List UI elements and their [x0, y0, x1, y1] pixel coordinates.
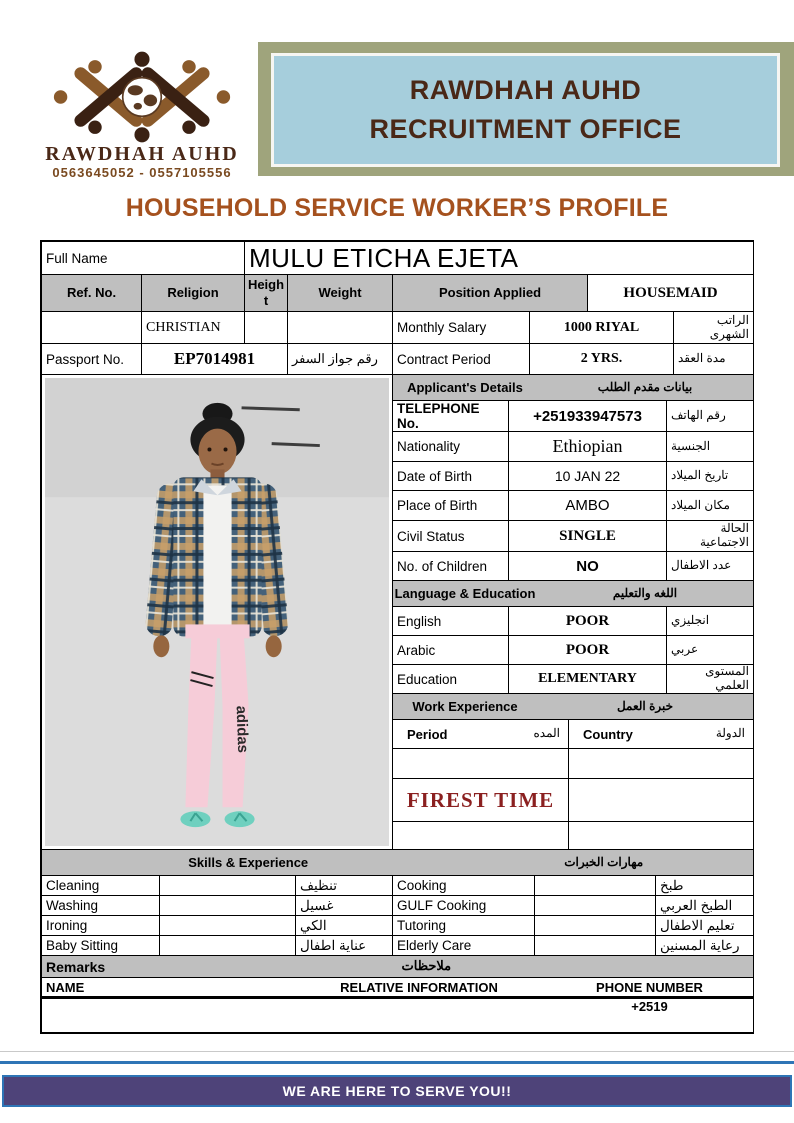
- work-experience-row-entry: [393, 779, 753, 822]
- header-row: [42, 275, 753, 312]
- country-cell-empty: [569, 779, 753, 821]
- washing-label-ar: غسيل: [296, 896, 393, 916]
- remarks-label-ar: ملاحظات: [398, 956, 754, 978]
- gulf-cooking-value: [535, 896, 656, 916]
- full-name-row: [42, 242, 753, 275]
- education-value: ELEMENTARY: [509, 665, 667, 693]
- footer-blue-line: [0, 1061, 794, 1064]
- tutoring-value: [535, 916, 656, 936]
- civil-status-label: Civil Status: [393, 521, 509, 551]
- baby-sitting-value: [160, 936, 296, 956]
- height-value: [245, 312, 288, 344]
- telephone-label: TELEPHONE No.: [393, 401, 509, 431]
- detail-row-children: [393, 552, 753, 581]
- logo-title: RAWDHAH AUHD: [45, 143, 239, 165]
- civil-status-value: SINGLE: [509, 521, 667, 551]
- period-cell-empty: [393, 749, 569, 778]
- cooking-label-ar: طبخ: [656, 876, 753, 896]
- tutoring-label-ar: تعليم الاطفال: [656, 916, 753, 936]
- work-experience-row-empty-2: [393, 822, 753, 849]
- ironing-value: [160, 916, 296, 936]
- work-experience-header-ar: خبرة العمل: [616, 698, 674, 713]
- baby-sitting-label: Baby Sitting: [42, 936, 160, 956]
- applicant-photo-image: [45, 378, 389, 846]
- contract-period-value: 2 YRS.: [530, 344, 674, 375]
- elderly-care-label-ar: رعاية المسنين: [656, 936, 753, 956]
- gulf-cooking-label: GULF Cooking: [393, 896, 535, 916]
- work-experience-header-en: Work Experience: [412, 699, 518, 714]
- relative-name-label: NAME: [42, 978, 292, 998]
- place-of-birth-label-ar: مكان الميلاد: [671, 497, 730, 512]
- relative-information-value: [292, 999, 546, 1032]
- language-education-header-en: Language & Education: [394, 586, 536, 601]
- contract-period-label-ar: مدة العقد: [674, 344, 753, 375]
- baby-sitting-label-ar: عناية اطفال: [296, 936, 393, 956]
- tutoring-label: Tutoring: [393, 916, 535, 936]
- nationality-label: Nationality: [393, 432, 509, 461]
- pants-brand-text: adidas: [232, 705, 252, 754]
- agency-logo: [28, 50, 256, 198]
- cooking-label: Cooking: [393, 876, 535, 896]
- footer-message: WE ARE HERE TO SERVE YOU!!: [282, 1083, 512, 1099]
- position-applied-value: HOUSEMAID: [588, 275, 753, 312]
- detail-row-arabic: [393, 636, 753, 665]
- religion-salary-row: [42, 312, 753, 344]
- remarks-label-en: Remarks: [42, 956, 398, 978]
- religion-value: CHRISTIAN: [142, 312, 245, 344]
- office-name-line1: RAWDHAH AUHD: [409, 74, 642, 105]
- weight-label: Weight: [288, 275, 393, 312]
- contract-period-label: Contract Period: [393, 344, 530, 375]
- weight-value: [288, 312, 393, 344]
- religion-label: Religion: [142, 275, 245, 312]
- skills-row-cleaning-cooking: [42, 876, 753, 896]
- children-label-ar: عدد الاطفال: [671, 558, 732, 573]
- nationality-value: Ethiopian: [509, 432, 667, 461]
- detail-row-education: [393, 665, 753, 694]
- photo-details-row: [42, 375, 753, 850]
- agency-logo-graphic: [32, 50, 252, 144]
- date-of-birth-label: Date of Birth: [393, 462, 509, 490]
- detail-row-civil-status: [393, 521, 753, 552]
- office-name-box: [271, 53, 780, 167]
- arabic-value: POOR: [509, 636, 667, 664]
- monthly-salary-value: 1000 RIYAL: [530, 312, 674, 344]
- nationality-label-ar: الجنسية: [671, 438, 711, 453]
- english-label: English: [393, 607, 509, 635]
- detail-row-telephone: [393, 401, 753, 432]
- work-experience-columns: [393, 720, 753, 749]
- applicant-details-panel: [393, 375, 753, 850]
- detail-row-date-of-birth: [393, 462, 753, 491]
- page-title: HOUSEHOLD SERVICE WORKER’S PROFILE: [125, 194, 669, 222]
- monthly-salary-label: Monthly Salary: [393, 312, 530, 344]
- period-label-ar: المده: [533, 726, 560, 741]
- work-experience-row-empty-1: [393, 749, 753, 779]
- position-applied-label: Position Applied: [393, 275, 588, 312]
- detail-row-nationality: [393, 432, 753, 462]
- arabic-label: Arabic: [393, 636, 509, 664]
- applicant-details-header-ar: بيانات مقدم الطلب: [597, 379, 693, 394]
- period-cell-empty: [393, 822, 569, 849]
- height-label: Heigh t: [245, 275, 288, 312]
- applicant-details-header: [393, 375, 753, 401]
- applicant-photo: [42, 375, 393, 850]
- applicant-details-header-en: Applicant's Details: [407, 380, 523, 395]
- passport-no-label-ar: رقم جواز السفر: [288, 344, 393, 375]
- children-value: NO: [509, 552, 667, 580]
- arabic-label-ar: عربي: [671, 642, 699, 657]
- country-label-ar: الدولة: [715, 726, 745, 741]
- skills-row-ironing-tutoring: [42, 916, 753, 936]
- elderly-care-value: [535, 936, 656, 956]
- washing-value: [160, 896, 296, 916]
- cleaning-label: Cleaning: [42, 876, 160, 896]
- education-label: Education: [393, 665, 509, 693]
- profile-form: [40, 240, 754, 1034]
- cleaning-label-ar: تنظيف: [296, 876, 393, 896]
- country-label: Country: [583, 726, 633, 742]
- logo-phone-numbers: 0563645052 - 0557105556: [52, 165, 232, 180]
- passport-no-value: EP7014981: [142, 344, 288, 375]
- relative-phone-value: +2519: [631, 999, 668, 1014]
- english-label-ar: انجليزي: [671, 613, 710, 628]
- relative-information-label: RELATIVE INFORMATION: [292, 978, 546, 998]
- full-name-value: MULU ETICHA EJETA: [245, 242, 753, 275]
- office-name-line2: RECRUITMENT OFFICE: [369, 114, 682, 144]
- skills-header-ar: مهارات الخبرات: [454, 850, 753, 876]
- place-of-birth-value: AMBO: [509, 491, 667, 520]
- remarks-header: [42, 956, 753, 978]
- header-band: [258, 42, 794, 176]
- ref-no-value: [42, 312, 142, 344]
- period-label: Period: [407, 726, 448, 742]
- detail-row-place-of-birth: [393, 491, 753, 521]
- work-experience-entry: FIREST TIME: [406, 787, 555, 812]
- monthly-salary-label-ar: الراتب الشهرى: [674, 312, 753, 344]
- detail-row-english: [393, 607, 753, 636]
- civil-status-label-ar: الحالة الاجتماعية: [699, 521, 749, 549]
- washing-label: Washing: [42, 896, 160, 916]
- relative-information-header: [42, 978, 753, 999]
- language-education-header-ar: اللغه والتعليم: [612, 585, 678, 600]
- cooking-value: [535, 876, 656, 896]
- gulf-cooking-label-ar: الطبخ العربي: [656, 896, 753, 916]
- relative-name-value: [42, 999, 292, 1032]
- passport-contract-row: [42, 344, 753, 375]
- telephone-label-ar: رقم الهاتف: [671, 408, 726, 423]
- country-cell-empty: [569, 749, 753, 778]
- country-cell-empty: [569, 822, 753, 849]
- date-of-birth-label-ar: تاريخ الميلاد: [671, 468, 729, 483]
- cleaning-value: [160, 876, 296, 896]
- education-label-ar: المستوى العلمي: [705, 665, 749, 692]
- children-label: No. of Children: [393, 552, 509, 580]
- date-of-birth-value: 10 JAN 22: [509, 462, 667, 490]
- ironing-label: Ironing: [42, 916, 160, 936]
- relative-phone-label: PHONE NUMBER: [546, 978, 753, 998]
- full-name-label: Full Name: [46, 250, 108, 266]
- footer-divider-line: [0, 1051, 794, 1052]
- relative-information-values: [42, 999, 753, 1034]
- footer-banner: [2, 1075, 792, 1107]
- work-experience-header: [393, 694, 753, 720]
- ironing-label-ar: الكي: [296, 916, 393, 936]
- place-of-birth-label: Place of Birth: [393, 491, 509, 520]
- skills-header: [42, 850, 753, 876]
- elderly-care-label: Elderly Care: [393, 936, 535, 956]
- skills-header-en: Skills & Experience: [42, 850, 454, 876]
- ref-no-label: Ref. No.: [42, 275, 142, 312]
- language-education-header: [393, 581, 753, 607]
- skills-row-babysitting-elderlycare: [42, 936, 753, 956]
- telephone-value: +251933947573: [509, 401, 667, 431]
- skills-row-washing-gulfcooking: [42, 896, 753, 916]
- passport-no-label: Passport No.: [42, 344, 142, 375]
- english-value: POOR: [509, 607, 667, 635]
